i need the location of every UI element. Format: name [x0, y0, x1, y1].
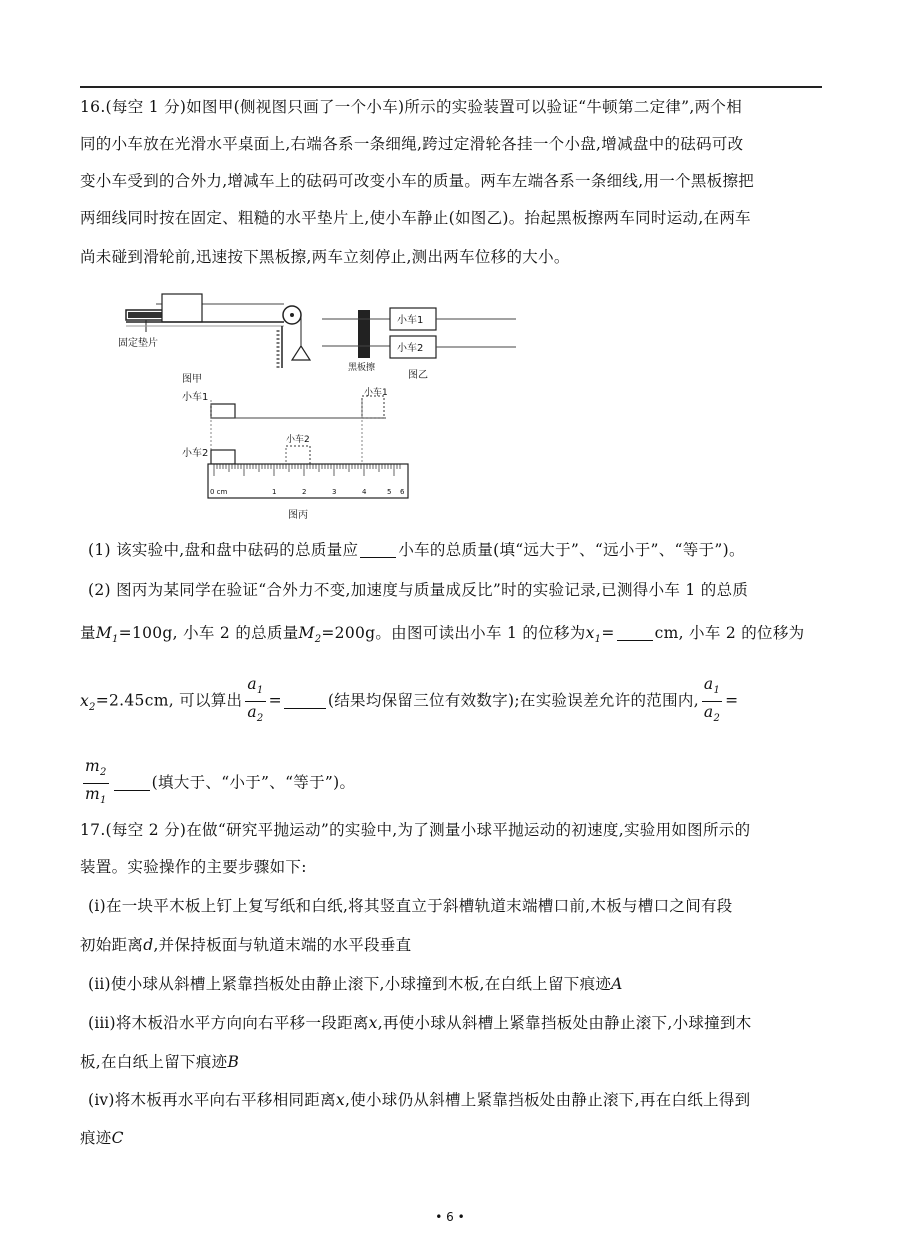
step3-text-a: (ⅲ)将木板沿水平方向向右平移一段距离: [88, 1014, 369, 1032]
M2-sub: 2: [314, 634, 322, 646]
step1-text-c: ,并保持板面与轨道末端的水平段垂直: [153, 936, 412, 954]
step3-text-c: 板,在白纸上留下痕迹: [80, 1053, 228, 1071]
q16-sub2-line-1: (2) 图丙为某同学在验证“合外力不变,加速度与质量成反比”时的实验记录,已测得小车 1 的总质: [88, 581, 749, 599]
answer-blank-ratio[interactable]: [284, 691, 326, 709]
car1-start: [211, 404, 235, 418]
eraser-bar: [358, 310, 370, 358]
q16-sub2-line-4: [80, 756, 825, 811]
frac-num: [245, 674, 265, 702]
q17-step-3-a: [88, 1006, 833, 1040]
a2-sub-2: 2: [713, 713, 721, 725]
car2-start: [211, 450, 235, 464]
a1-letter: a: [247, 675, 257, 693]
var-B: B: [227, 1053, 240, 1071]
experiment-figure: [96, 290, 566, 530]
x2-sub: 2: [89, 701, 96, 713]
ruler-unit: 0 cm: [210, 488, 228, 496]
m2-sub: 2: [100, 767, 107, 779]
car1-label-yi: 小车1: [397, 315, 424, 326]
frac-den: [245, 702, 265, 729]
q17-line-2: 装置。实验操作的主要步骤如下:: [80, 858, 307, 876]
label-bing: 图丙: [288, 510, 308, 521]
pulley-axle: [290, 313, 294, 317]
weight-pan: [292, 346, 310, 360]
step4-text-c: 痕迹: [80, 1129, 112, 1147]
ruler-tick-label-5: 5: [387, 488, 392, 496]
m2-letter: m: [85, 757, 100, 775]
text-m1-value: =100g, 小车 2 的总质量: [118, 624, 299, 642]
M2-letter: M: [298, 624, 315, 642]
figure-yi: [322, 308, 516, 381]
figure-svg: [96, 290, 566, 530]
x2-letter: x: [80, 691, 90, 710]
car1-end: [362, 396, 384, 418]
ruler-tick-label-2: 2: [302, 488, 307, 496]
text-x2-intro: cm, 小车 2 的位移为: [654, 624, 805, 642]
fraction-a1-a2-repeat: [702, 674, 722, 729]
car2-end-label: 小车2: [286, 435, 310, 445]
var-x1: [585, 624, 602, 646]
q16-sub2-line-3: [80, 674, 825, 729]
car2-end: [286, 446, 310, 464]
x1-letter: x: [585, 624, 595, 642]
step4-text-a: (ⅳ)将木板再水平向右平移相同距离: [88, 1091, 336, 1109]
text-liang: 量: [80, 624, 96, 642]
frac-m-num: [83, 756, 109, 784]
fraction-a1-a2: [245, 674, 265, 729]
frac-m-den: [83, 784, 109, 811]
frac-den-2: [702, 702, 722, 729]
label-yi: 图乙: [408, 370, 428, 381]
var-M1: [95, 624, 119, 646]
var-x: x: [368, 1014, 378, 1032]
q16-line-3: 变小车受到的合外力,增减车上的砝码可改变小车的质量。两车左端各系一条细线,用一个黑板擦把: [80, 172, 755, 190]
q16-sub1: [88, 533, 833, 567]
text-m2-value: =200g。由图可读出小车 1 的位移为: [321, 624, 586, 642]
cart-side-view: [162, 294, 202, 322]
q17-step-1-a: (ⅰ)在一块平木板上钉上复写纸和白纸,将其竖直立于斜槽轨道末端槽口前,木板与槽口之间有段: [88, 897, 733, 915]
q17-step-4-a: [88, 1083, 833, 1117]
a1-letter-2: a: [703, 675, 714, 693]
q16-sub1-text-a: (1) 该实验中,盘和盘中砝码的总质量应: [88, 541, 359, 559]
M1-letter: M: [95, 624, 112, 642]
a1-sub: 1: [256, 685, 264, 697]
q17-step-4-b: [80, 1121, 825, 1155]
var-d: d: [143, 936, 154, 954]
pad-fill: [128, 312, 164, 318]
label-jia: 图甲: [182, 374, 202, 385]
car2-label-bing: 小车2: [182, 448, 209, 459]
step1-text-b: 初始距离: [80, 936, 144, 954]
step3-text-b: ,再使小球从斜槽上紧靠挡板处由静止滚下,小球撞到木: [377, 1014, 752, 1032]
ruler-tick-label-1: 1: [272, 488, 277, 496]
q16-sub1-text-b: 小车的总质量(填“远大于”、“远小于”、“等于”)。: [398, 541, 745, 559]
ruler-tick-label-4: 4: [362, 488, 367, 496]
q16-line-1: 16.(每空 1 分)如图甲(侧视图只画了一个小车)所示的实验装置可以验证“牛顿第二定律”,两个相: [80, 98, 743, 116]
top-rule: [80, 86, 822, 88]
car1-label-bing: 小车1: [182, 392, 209, 403]
answer-blank-x1[interactable]: [617, 623, 653, 641]
q17-step-2: [88, 967, 833, 1001]
ruler: [208, 464, 408, 498]
q17-step-1-b: [80, 928, 825, 962]
text-ratio-note: (结果均保留三位有效数字);在实验误差允许的范围内,: [327, 691, 699, 710]
q17-step-3-b: [80, 1045, 825, 1079]
eraser-label: 黑板擦: [348, 363, 376, 373]
ruler-tick-label-6: 6: [400, 488, 405, 496]
figure-bing: [182, 386, 408, 521]
m1-letter: m: [85, 785, 100, 804]
ruler-tick-label-3: 3: [332, 488, 337, 496]
var-M2: [298, 624, 322, 646]
answer-blank-1[interactable]: [360, 540, 396, 558]
a2-letter-2: a: [703, 703, 714, 722]
a1-sub-2: 1: [713, 685, 721, 697]
a2-sub: 2: [256, 713, 264, 725]
q16-line-5: 尚未碰到滑轮前,迅速按下黑板擦,两车立刻停止,测出两车位移的大小。: [80, 248, 570, 266]
car2-label-yi: 小车2: [397, 343, 424, 354]
m1-sub: 1: [100, 795, 107, 807]
var-C: C: [111, 1129, 124, 1147]
figure-jia: [118, 294, 310, 385]
text-eq-final: =: [725, 691, 739, 710]
text-eq-x1: =: [601, 624, 615, 642]
q16-line-2: 同的小车放在光滑水平桌面上,右端各系一条细绳,跨过定滑轮各挂一个小盘,增减盘中的砝码可改: [80, 135, 744, 153]
step4-text-b: ,使小球仍从斜槽上紧靠挡板处由静止滚下,再在白纸上得到: [344, 1091, 751, 1109]
x1-sub: 1: [594, 634, 602, 646]
var-x2: [80, 691, 96, 713]
text-x2-value: =2.45cm, 可以算出: [95, 691, 243, 710]
text-compare-note: (填大于、“小于”、“等于”)。: [151, 773, 356, 792]
frac-num-2: [702, 674, 722, 702]
step2-text: (ⅱ)使小球从斜槽上紧靠挡板处由静止滚下,小球撞到木板,在白纸上留下痕迹: [88, 975, 612, 993]
a2-letter: a: [247, 703, 257, 722]
text-eq-ratio: =: [268, 691, 282, 710]
fraction-m2-m1: [83, 756, 109, 811]
page-number: • 6 •: [435, 1210, 465, 1224]
q16-sub2-line-2: [80, 616, 825, 657]
q16-line-4: 两细线同时按在固定、粗糙的水平垫片上,使小车静止(如图乙)。抬起黑板擦两车同时运动,在两车: [80, 209, 751, 227]
M1-sub: 1: [111, 634, 119, 646]
pad-label: 固定垫片: [118, 338, 158, 349]
car1-end-label: 小车1: [364, 388, 388, 398]
answer-blank-compare[interactable]: [114, 773, 150, 791]
q17-line-1: 17.(每空 2 分)在做“研究平抛运动”的实验中,为了测量小球平抛运动的初速度,实验用如图所示的: [80, 821, 751, 839]
var-A: A: [611, 975, 623, 993]
var-x-2: x: [335, 1091, 345, 1109]
